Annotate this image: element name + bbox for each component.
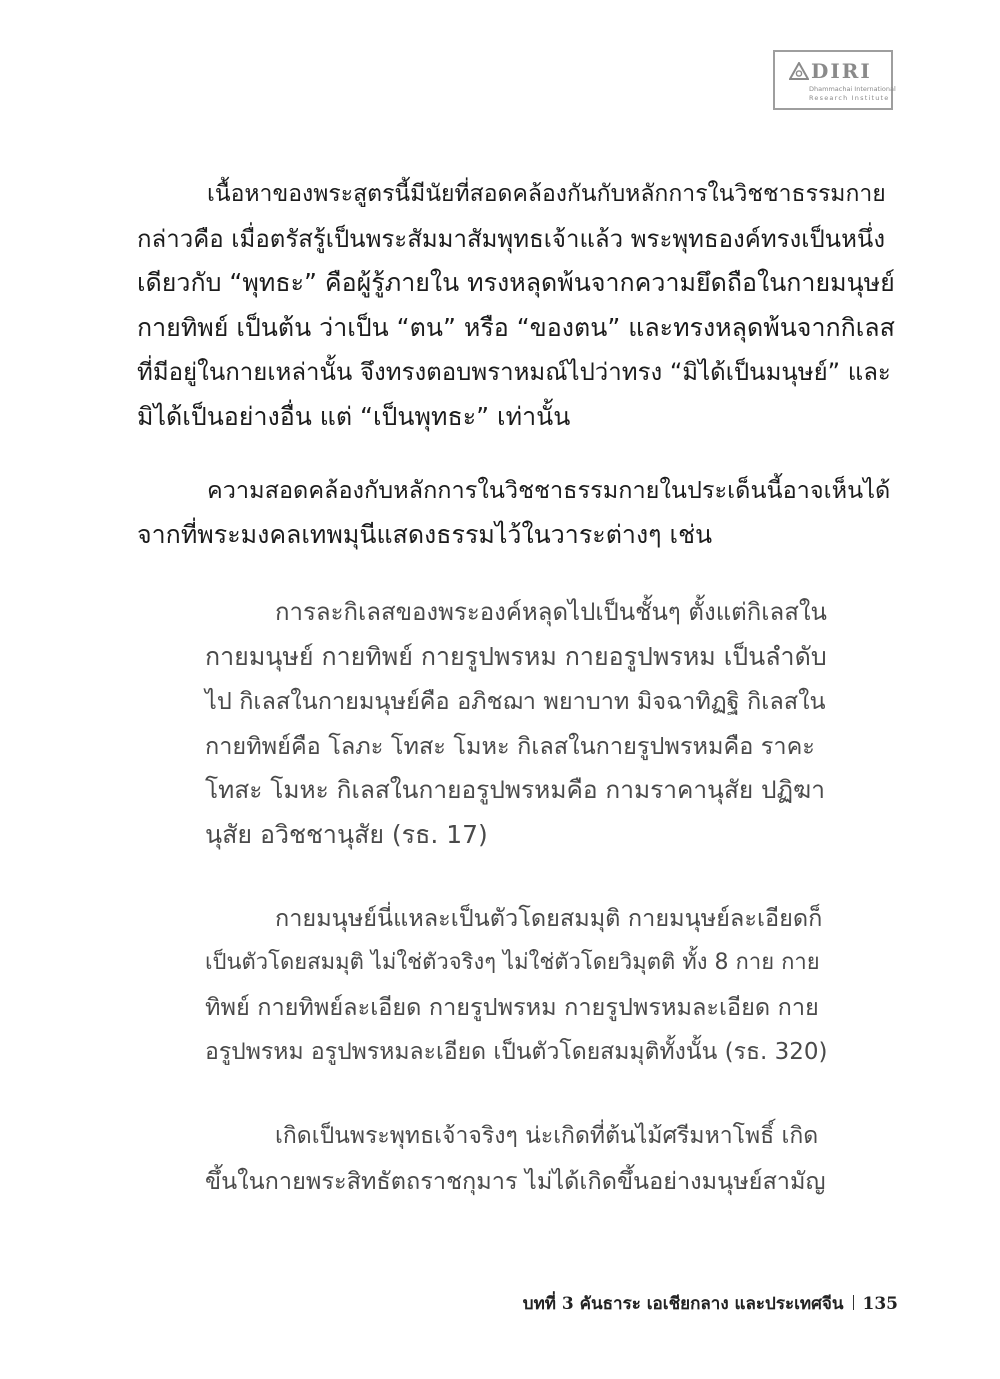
paragraph-line: กล่าวคือ เมื่อตรัสรู้เป็นพระสัมมาสัมพุทธเจ้าแล้ว พระพุทธองค์ทรงเป็นหนึ่ง (137, 224, 886, 253)
paragraph-line: มิได้เป็นอย่างอื่น แต่ “เป็นพุทธะ” เท่านั้น (137, 401, 571, 431)
quote-block-3 (205, 1114, 827, 1203)
paragraph-line: เนื้อหาของพระสูตรนี้มีนัยที่สอดคล้องกันกับหลักการในวิชชาธรรมกาย (207, 181, 886, 207)
paragraph-line: จากที่พระมงคลเทพมุนีแสดงธรรมไว้ในวาระต่างๆ เช่น (137, 519, 713, 549)
diri-logo (773, 50, 896, 110)
footer-separator (853, 1295, 854, 1310)
quote-line: การละกิเลสของพระองค์หลุดไปเป็นชั้นๆ ตั้งแต่กิเลสใน (275, 598, 827, 626)
quote-line: กายมนุษย์นี่แหละเป็นตัวโดยสมมุติ กายมนุษย์ละเอียดก็ (275, 904, 823, 932)
quote-line: ขึ้นในกายพระสิทธัตถราชกุมาร ไม่ได้เกิดขึ้นอย่างมนุษย์สามัญ (205, 1166, 826, 1195)
quote-line: ไป กิเลสในกายมนุษย์คือ อภิชฌา พยาบาท มิจฉาทิฏฐิ กิเลสใน (205, 687, 826, 715)
triangle-logo-icon (789, 62, 809, 80)
paragraph-line: ความสอดคล้องกับหลักการในวิชชาธรรมกายในประเด็นนี้อาจเห็นได้ (207, 476, 891, 504)
quote-line: เกิดเป็นพระพุทธเจ้าจริงๆ น่ะเกิดที่ต้นไม้ศรีมหาโพธิ์ เกิด (275, 1123, 819, 1149)
page-footer (470, 1290, 898, 1317)
paragraph-line: กายทิพย์ เป็นต้น ว่าเป็น “ตน” หรือ “ของตน” และทรงหลุดพ้นจากกิเลส (137, 312, 895, 342)
quote-block-2 (205, 896, 827, 1074)
quote-line: กายทิพย์คือ โลภะ โทสะ โมหะ กิเลสในกายรูปพรหมคือ ราคะ (205, 731, 815, 760)
quote-line: นุสัย อวิชชานุสัย (รธ. 17) (205, 819, 488, 849)
paragraph-line: เดียวกับ “พุทธะ” คือผู้รู้ภายใน ทรงหลุดพ้นจากความยึดถือในกายมนุษย์ (137, 268, 895, 297)
quote-block-1 (205, 590, 827, 857)
body-paragraph-1 (137, 172, 897, 439)
logo-brand: DIRI (811, 59, 872, 83)
quote-line: อรูปพรหม อรูปพรหมละเอียด เป็นตัวโดยสมมุติทั้งนั้น (รธ. 320) (205, 1038, 828, 1065)
quote-line: โทสะ โมหะ กิเลสในกายอรูปพรหมคือ กามราคานุสัย ปฏิฆา (205, 775, 825, 804)
paragraph-line: ที่มีอยู่ในกายเหล่านั้น จึงทรงตอบพราหมณ์ไปว่าทรง “มิได้เป็นมนุษย์” และ (137, 358, 891, 386)
quote-line: กายมนุษย์ กายทิพย์ กายรูปพรหม กายอรูปพรหม เป็นลำดับ (205, 641, 827, 671)
logo-subtitle-2: Research Institute (809, 94, 890, 102)
quote-line: เป็นตัวโดยสมมุติ ไม่ใช่ตัวจริงๆ ไม่ใช่ตัวโดยวิมุตติ ทั้ง 8 กาย กาย (205, 949, 820, 975)
quote-line: ทิพย์ กายทิพย์ละเอียด กายรูปพรหม กายรูปพรหมละเอียด กาย (205, 993, 819, 1021)
logo-subtitle-1: Dhammachai International (809, 85, 896, 93)
body-paragraph-2 (137, 468, 897, 557)
page-number: 135 (862, 1294, 898, 1314)
chapter-title: บทที่ 3 คันธาระ เอเชียกลาง และประเทศจีน (522, 1294, 844, 1314)
